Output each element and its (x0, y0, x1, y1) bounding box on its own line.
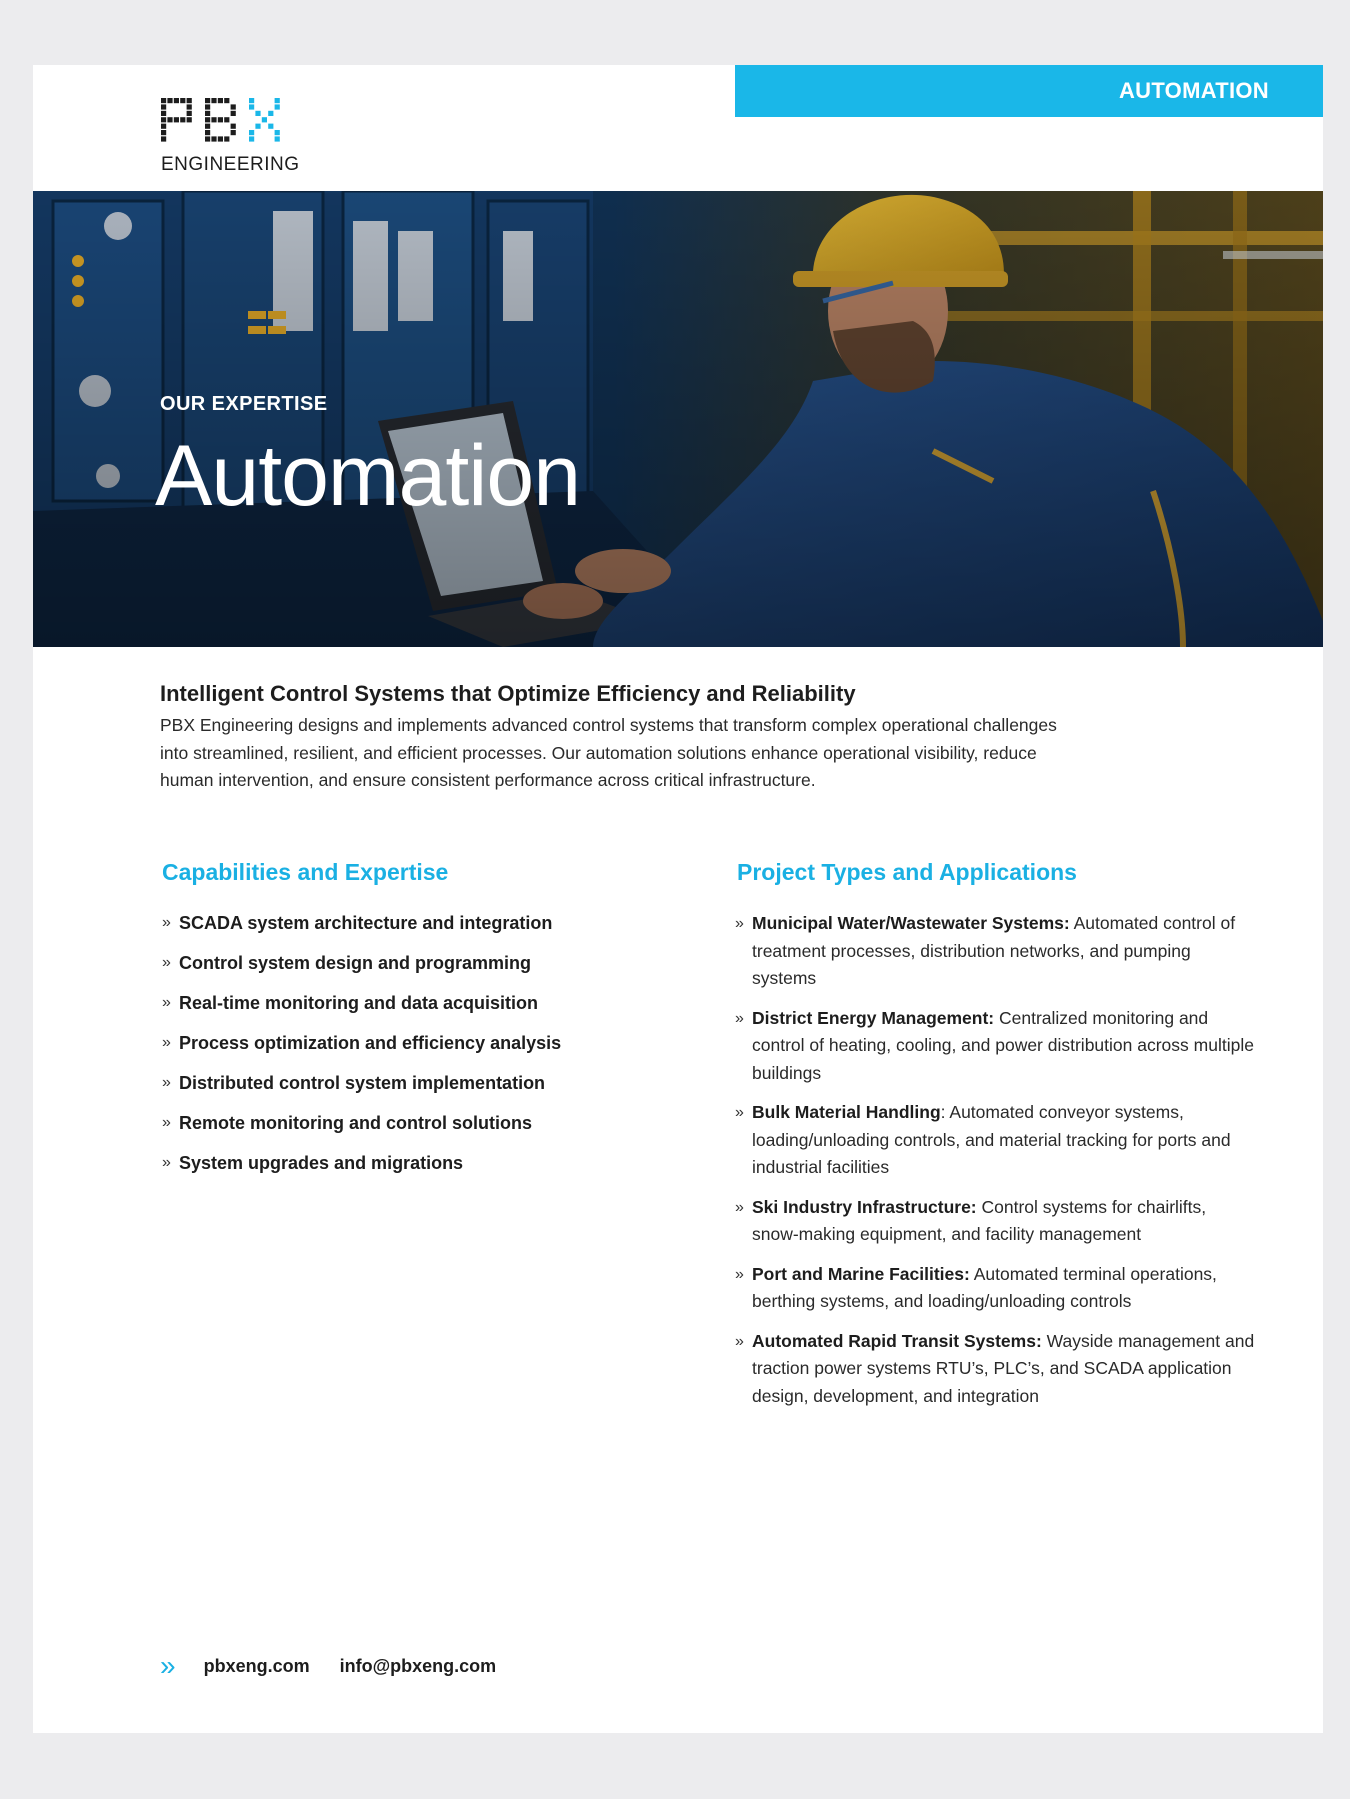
projects-heading: Project Types and Applications (737, 859, 1077, 885)
logo-cell (174, 117, 179, 122)
capabilities-heading: Capabilities and Expertise (162, 859, 449, 885)
list-item: » Remote monitoring and control solutions (162, 1110, 722, 1150)
logo-cell (249, 136, 254, 141)
logo-cell (205, 98, 210, 103)
chevron-icon: » (162, 1074, 171, 1091)
logo-cell (167, 117, 172, 122)
chevron-icon: » (162, 1114, 171, 1131)
chevron-icon: » (735, 1198, 744, 1216)
logo-cell (231, 111, 236, 116)
logo-cell (249, 130, 254, 135)
list-item: » Control system design and programming (162, 950, 722, 990)
logo-cell (174, 98, 179, 103)
logo-cell (262, 117, 267, 122)
list-item: » Process optimization and efficiency analysis (162, 1030, 722, 1070)
logo-cell (205, 130, 210, 135)
logo-cell (249, 98, 254, 103)
chevron-icon: » (735, 1265, 744, 1283)
pbx-logo (161, 98, 301, 178)
list-item: » Automated Rapid Transit Systems: Wayside management and traction power systems RTU’s, PLC’s, and SCADA application design, development, and integration (735, 1328, 1255, 1411)
website-link[interactable]: pbxeng.com (203, 1655, 310, 1676)
logo-cell (224, 136, 229, 141)
chevron-icon: » (162, 994, 171, 1011)
logo-cell (161, 111, 166, 116)
projects-list (735, 910, 1255, 1422)
logo-cell (224, 117, 229, 122)
list-item: » District Energy Management: Centralized monitoring and control of heating, cooling, and power distribution across multiple buildings (735, 1005, 1255, 1088)
logo-cell (275, 130, 280, 135)
logo-cell (187, 104, 192, 109)
logo-cell (205, 104, 210, 109)
email-link[interactable]: info@pbxeng.com (339, 1655, 497, 1676)
logo-cell (218, 117, 223, 122)
logo-cell (255, 111, 260, 116)
chevron-icon: » (162, 1034, 171, 1051)
chevron-icon: » (160, 1650, 176, 1681)
logo-cell (275, 98, 280, 103)
logo-cell (218, 136, 223, 141)
logo-cell (205, 124, 210, 129)
list-item: » System upgrades and migrations (162, 1150, 722, 1190)
brochure-page (33, 65, 1323, 1733)
chevron-icon: » (162, 1154, 171, 1171)
list-item: » Real-time monitoring and data acquisition (162, 990, 722, 1030)
list-item: » Bulk Material Handling: Automated conveyor systems, loading/unloading controls, and material tracking for ports and industrial facilities (735, 1099, 1255, 1182)
chevron-icon: » (735, 1009, 744, 1027)
logo-cell (187, 98, 192, 103)
hero-title: Automation (155, 428, 581, 524)
logo-cell (205, 117, 210, 122)
logo-cell (180, 98, 185, 103)
logo-cell (211, 98, 216, 103)
logo-cell (187, 111, 192, 116)
intro-text: PBX Engineering designs and implements advanced control systems that transform complex operational challenges into streamlined, resilient, and efficient processes. Our automation solutions enhance operational visibility, reduce human intervention, and ensure consistent performance across critical infrastructure. (160, 715, 1057, 790)
logo-cell (161, 104, 166, 109)
logo-cell (161, 136, 166, 141)
category-tag: AUTOMATION (735, 65, 1323, 117)
logo-cell (231, 124, 236, 129)
chevron-icon: » (735, 1332, 744, 1350)
logo-cell (275, 104, 280, 109)
logo-cell (231, 130, 236, 135)
list-item: » Municipal Water/Wastewater Systems: Automated control of treatment processes, distribution networks, and pumping systems (735, 910, 1255, 993)
logo-cell (211, 117, 216, 122)
hero-kicker: OUR EXPERTISE (160, 393, 328, 415)
logo-cell (161, 124, 166, 129)
capabilities-list (162, 910, 722, 1190)
logo-cell (231, 104, 236, 109)
logo-cell (249, 104, 254, 109)
logo-cell (205, 136, 210, 141)
chevron-icon: » (162, 914, 171, 931)
logo-cell (161, 117, 166, 122)
logo-cell (205, 111, 210, 116)
logo-cell (180, 117, 185, 122)
list-item: » SCADA system architecture and integration (162, 910, 722, 950)
pbx-logo-mark (161, 98, 301, 150)
logo-cell (211, 136, 216, 141)
logo-cell (161, 98, 166, 103)
footer-contact (160, 1652, 496, 1680)
hero-photo-illustration (33, 191, 1323, 647)
logo-cell (268, 111, 273, 116)
list-item: » Port and Marine Facilities: Automated terminal operations, berthing systems, and loading/unloading controls (735, 1261, 1255, 1316)
logo-cell (161, 130, 166, 135)
logo-cell (224, 98, 229, 103)
list-item: » Distributed control system implementation (162, 1070, 722, 1110)
chevron-icon: » (162, 954, 171, 971)
intro-title: Intelligent Control Systems that Optimize Efficiency and Reliability (160, 681, 856, 706)
list-item: » Ski Industry Infrastructure: Control systems for chairlifts, snow-making equipment, and facility management (735, 1194, 1255, 1249)
logo-cell (187, 117, 192, 122)
chevron-icon: » (735, 1104, 744, 1121)
logo-cell (268, 124, 273, 129)
logo-cell (255, 124, 260, 129)
logo-subtitle: ENGINEERING (161, 154, 300, 175)
logo-cell (218, 98, 223, 103)
chevron-icon: » (735, 915, 744, 932)
logo-cell (167, 98, 172, 103)
hero-banner (33, 191, 1323, 647)
logo-cell (275, 136, 280, 141)
